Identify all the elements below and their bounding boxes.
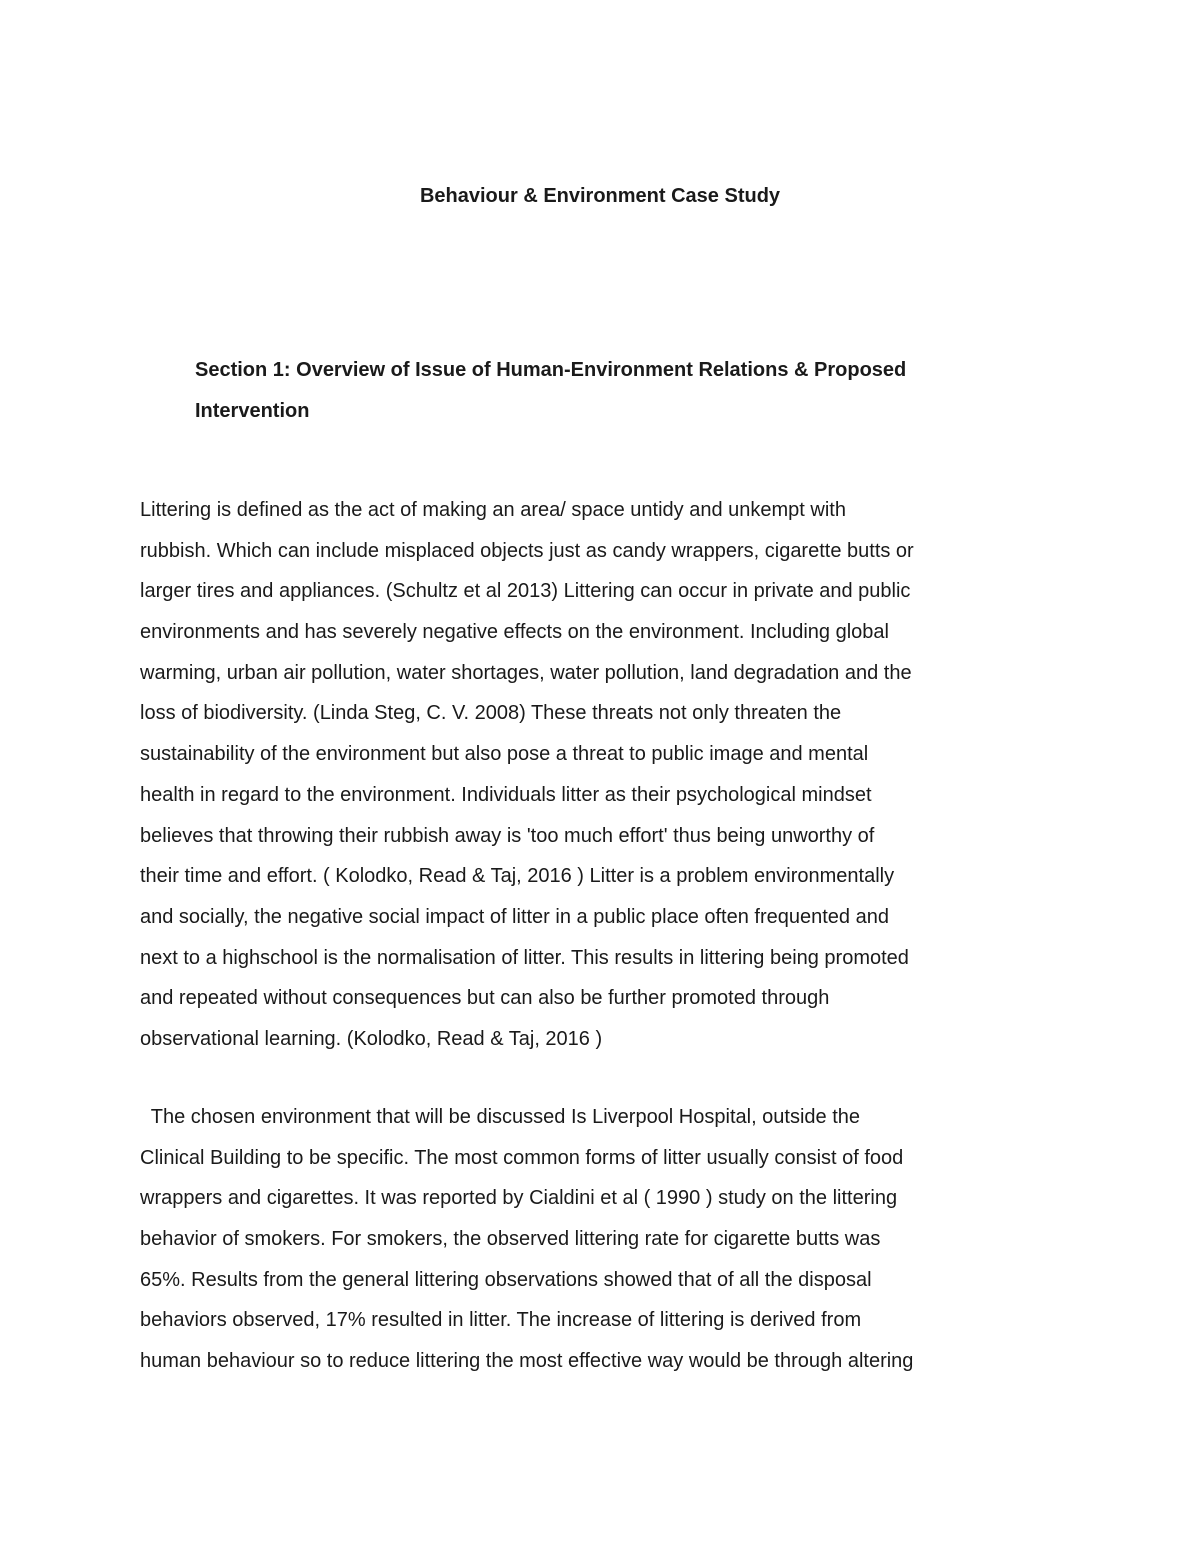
paragraph-line: health in regard to the environment. Individuals litter as their psychological mindset bbox=[140, 783, 872, 806]
paragraph-line: human behaviour so to reduce littering the most effective way would be through altering bbox=[140, 1350, 914, 1373]
paragraph-line: and repeated without consequences but can also be further promoted through bbox=[140, 987, 830, 1010]
paragraph-line: behavior of smokers. For smokers, the observed littering rate for cigarette butts was bbox=[140, 1228, 881, 1251]
paragraph-line: behaviors observed, 17% resulted in litter. The increase of littering is derived from bbox=[140, 1309, 862, 1332]
paragraph-line: loss of biodiversity. (Linda Steg, C. V. 2008) These threats not only threaten the bbox=[140, 702, 842, 725]
paragraph-line: 65%. Results from the general littering observations showed that of all the disposal bbox=[140, 1268, 872, 1291]
paragraph-line: their time and effort. ( Kolodko, Read & Taj, 2016 ) Litter is a problem environmentally bbox=[140, 865, 895, 888]
paragraph-line: environments and has severely negative effects on the environment. Including global bbox=[140, 621, 889, 644]
paragraph-line: observational learning. (Kolodko, Read & Taj, 2016 ) bbox=[140, 1027, 603, 1050]
body-paragraph-2 bbox=[140, 1097, 1140, 1382]
paragraph-line: and socially, the negative social impact of litter in a public place often frequented and bbox=[140, 905, 889, 928]
paragraph-line: The chosen environment that will be discussed Is Liverpool Hospital, outside the bbox=[140, 1106, 861, 1128]
paragraph-line: rubbish. Which can include misplaced objects just as candy wrappers, cigarette butts or bbox=[140, 539, 914, 562]
body-paragraph-1 bbox=[140, 490, 1140, 1060]
paragraph-line: larger tires and appliances. (Schultz et al 2013) Littering can occur in private and public bbox=[140, 580, 911, 603]
paragraph-line: next to a highschool is the normalisation of litter. This results in littering being promoted bbox=[140, 946, 909, 969]
paragraph-line: believes that throwing their rubbish away is 'too much effort' thus being unworthy of bbox=[140, 824, 875, 847]
paragraph-line: warming, urban air pollution, water shortages, water pollution, land degradation and the bbox=[140, 661, 912, 684]
section-heading bbox=[195, 350, 1055, 432]
paragraph-line: Clinical Building to be specific. The most common forms of litter usually consist of food bbox=[140, 1146, 904, 1169]
paragraph-line: wrappers and cigarettes. It was reported by Cialdini et al ( 1990 ) study on the littering bbox=[140, 1187, 898, 1210]
document-title: Behaviour & Environment Case Study bbox=[419, 185, 781, 207]
paragraph-line: sustainability of the environment but also pose a threat to public image and mental bbox=[140, 743, 869, 766]
section-heading-line: Intervention bbox=[195, 400, 310, 422]
paragraph-line: Littering is defined as the act of making an area/ space untidy and unkempt with bbox=[140, 499, 846, 521]
section-heading-line: Section 1: Overview of Issue of Human-Environment Relations & Proposed bbox=[195, 359, 907, 381]
